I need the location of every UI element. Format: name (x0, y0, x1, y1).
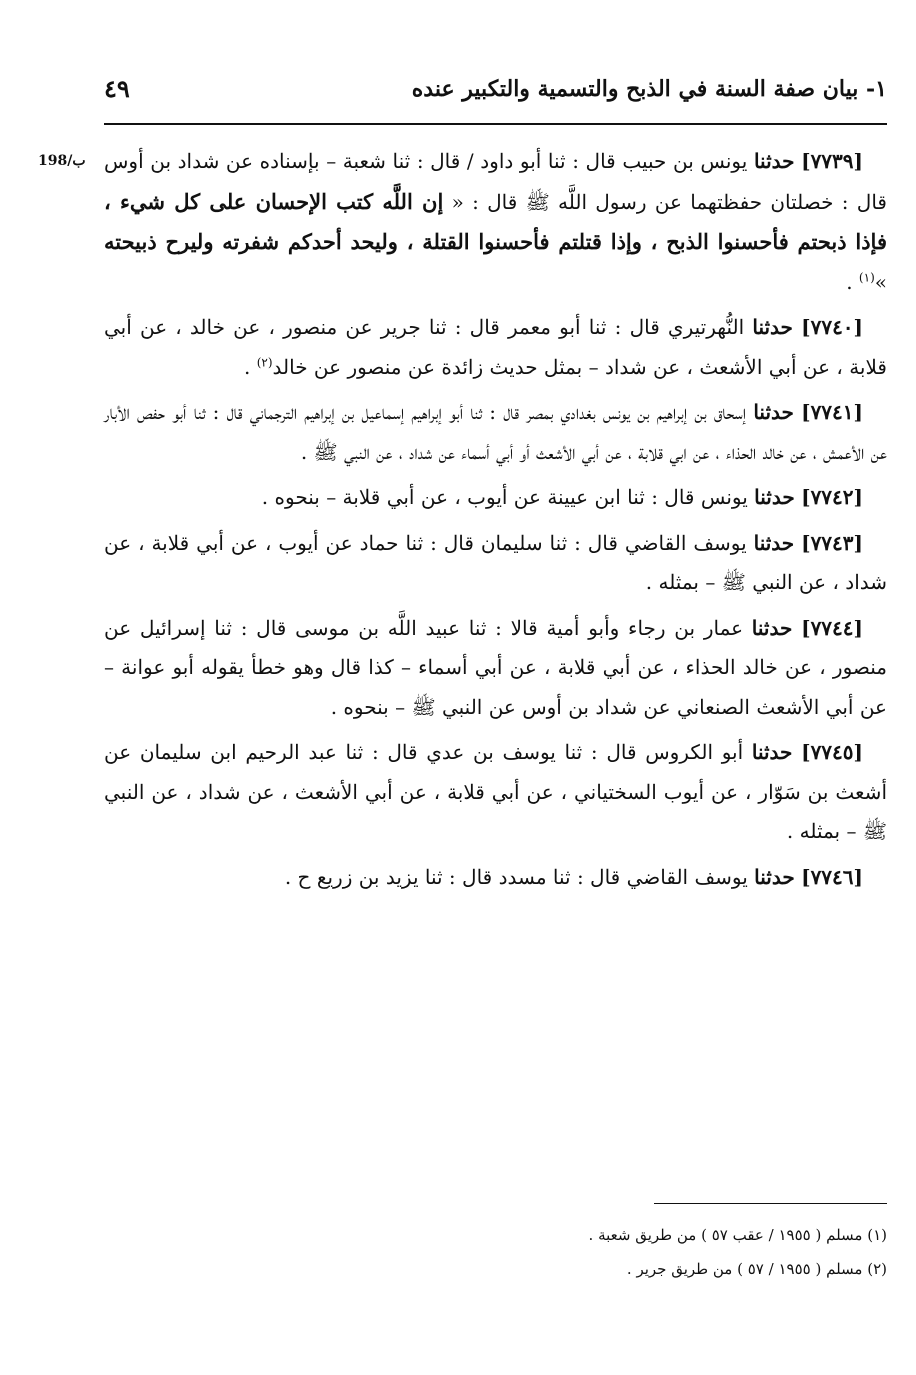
hadith-number: [٧٧٤٠] (801, 315, 864, 339)
hadith-text-body (104, 142, 887, 903)
hadith-entry (104, 142, 887, 302)
chapter-title: ١- بيان صفة السنة في الذبح والتسمية والتكبير عنده (411, 76, 887, 102)
hadith-chain: عمار بن رجاء وأبو أمية قالا : ثنا عبيد اللَّه بن موسى قال : ثنا إسرائيل عن منصور ، عن خالد الحذاء ، عن أبي قلابة ، عن أبي أسماء – كذا قال وهو خطأ يقوله أبو عوانة – عن أبي الأشعث الصنعاني عن شداد بن أوس عن النبي ﷺ – بنحوه . (104, 615, 887, 719)
hadith-number: [٧٧٤٦] (801, 864, 863, 889)
hadith-number: [٧٧٤٥] (801, 740, 863, 764)
hadith-number: [٧٧٤٢] (801, 485, 863, 509)
hadith-number: [٧٧٤٣] (801, 530, 863, 555)
hadith-chain: يوسف القاضي قال : ثنا مسدد قال : ثنا يزيد بن زريع ح . (284, 864, 748, 889)
hadith-entry (104, 308, 887, 387)
hadith-number: [٧٧٤٤] (801, 615, 863, 640)
hadith-entry (104, 609, 887, 728)
hadith-chain: يوسف القاضي قال : ثنا سليمان قال : ثنا حماد عن أيوب ، عن أبي قلابة ، عن شداد ، عن النبي ﷺ – بمثله . (104, 530, 887, 594)
hadith-chain: إسحاق بن إبراهيم بن يونس بغدادي بمصر قال : ثنا أبو إبراهيم إسماعيل بن إبراهيم الترجماني قال : ثنا أبو حفص الأبار عن الأعمش ، عن خالد الحذاء ، عن ابي قلابة ، عن أبي الأشعث أو أبي أسماء عن شداد ، عن النبي ﷺ . (104, 400, 887, 464)
hadith-opening: حدثنا (753, 400, 794, 424)
hadith-entry (104, 524, 887, 603)
page-number: ٤٩ (104, 74, 130, 103)
hadith-entry (104, 733, 887, 852)
hadith-chain: يونس بن حبيب قال : ثنا أبو داود / قال : ثنا شعبة – بإسناده عن شداد بن أوس قال : خصلتان حفظتهما عن رسول اللَّه ﷺ قال : « (104, 149, 887, 214)
hadith-entry (104, 858, 887, 898)
entry-end: . (846, 269, 859, 294)
hadith-chain: أبو الكروس قال : ثنا يوسف بن عدي قال : ثنا عبد الرحيم ابن سليمان عن أشعث بن سَوّار ، عن أيوب السختياني ، عن أبي قلابة ، عن أبي الأشعث ، عن شداد ، عن النبي ﷺ – بمثله . (104, 740, 888, 843)
footnote-ref: (١) (858, 269, 875, 284)
hadith-chain: النُّهرتيري قال : ثنا أبو معمر قال : ثنا جرير عن منصور ، عن خالد ، عن أبي قلابة ، عن أبي الأشعث ، عن شداد – بمثل حديث زائدة عن منصور عن خالد (104, 315, 887, 379)
page-header (104, 72, 887, 116)
footnote: (٢) مسلم ( ١٩٥٥ / ٥٧ ) من طريق جرير . (626, 1260, 887, 1278)
hadith-chain: يونس قال : ثنا ابن عيينة عن أيوب ، عن أبي قلابة – بنحوه . (261, 485, 748, 509)
header-divider (104, 123, 887, 125)
hadith-number: [٧٧٤١] (801, 400, 863, 424)
hadith-opening: حدثنا (751, 615, 793, 640)
footnotes (104, 1218, 887, 1286)
footnote: (١) مسلم ( ١٩٥٥ / عقب ٥٧ ) من طريق شعبة . (588, 1226, 887, 1244)
hadith-opening: حدثنا (754, 864, 795, 889)
footnote-divider (654, 1203, 887, 1204)
footnote-ref: (٢) (256, 354, 273, 369)
hadith-opening: حدثنا (754, 485, 795, 509)
entry-end: . (243, 354, 257, 379)
hadith-opening: حدثنا (752, 315, 793, 339)
hadith-opening: حدثنا (753, 530, 795, 555)
hadith-entry (104, 393, 887, 472)
hadith-opening: حدثنا (751, 740, 793, 764)
quote-close: » (874, 269, 887, 294)
hadith-entry (104, 478, 887, 518)
hadith-matn: إن اللَّه كتب الإحسان على كل شيء ، فإذا ذبحتم فأحسنوا الذبح ، وإذا قتلتم فأحسنوا القتلة ، وليحد أحدكم شفرته وليرح ذبيحته (104, 188, 887, 254)
manuscript-folio-marker: 198/ب (38, 153, 86, 169)
hadith-number: [٧٧٣٩] (801, 149, 863, 173)
hadith-opening: حدثنا (753, 149, 795, 173)
